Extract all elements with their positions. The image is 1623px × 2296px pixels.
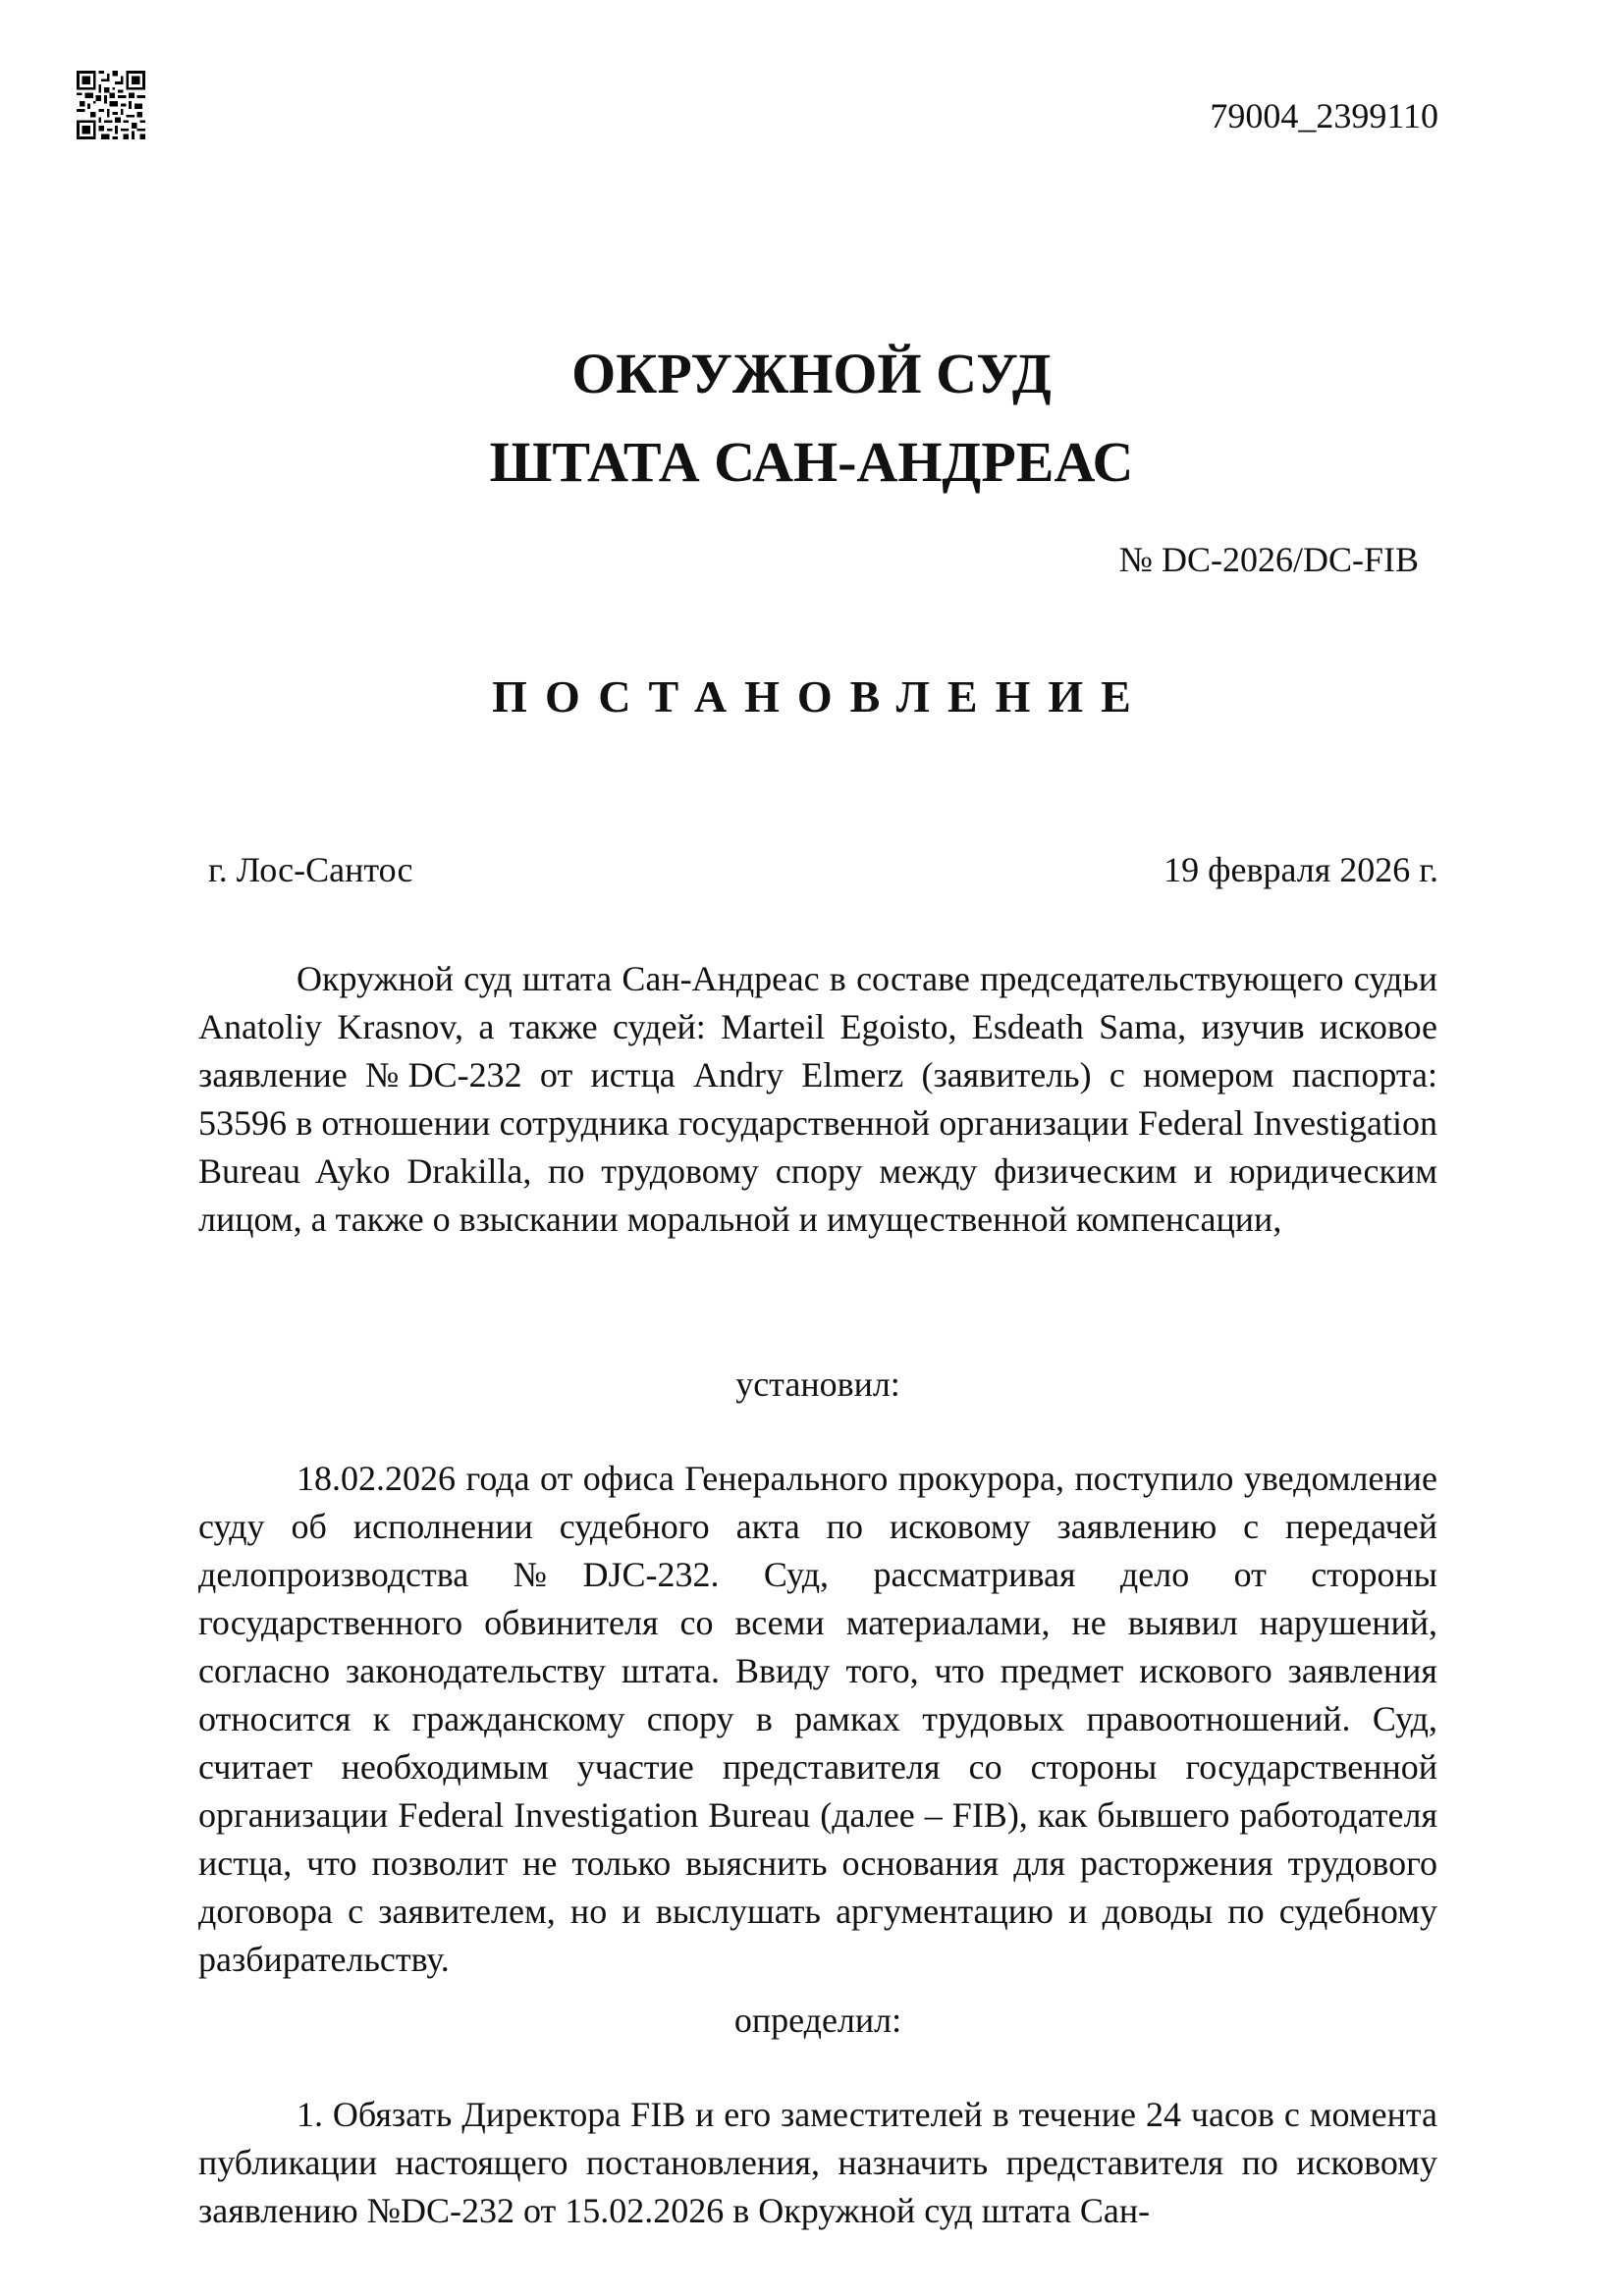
intro-paragraph: Окружной суд штата Сан-Андреас в составе председательствующего судьи Anatoliy Krasnov, а также судей: Marteil Egoisto, Esdeath Sama, изучив исковое заявление №DC-232 от истца Andry Elmerz (заявитель) с номером паспорта: 53596 в отношении сотрудника государственной организации Federal Investigation Bureau Ayko Drakilla, по трудовому спору между физическим и юридическим лицом, а также о взыскании моральной и имущественной компенсации,: [198, 959, 1437, 1239]
section-heading-established: установил:: [735, 1364, 900, 1404]
document-type-heading: ПОСТАНОВЛЕНИЕ: [492, 671, 1149, 721]
court-title: [0, 330, 1623, 507]
established-paragraph: 18.02.2026 года от офиса Генерального прокурора, поступило уведомление суду об исполнении судебного акта по исковому заявлению с передачей делопроизводства №DJC-232. Суд, рассматривая дело от стороны государственного обвинителя со всеми материалами, не выявил нарушений, согласно законодательству штата. Ввиду того, что предмет искового заявления относится к гражданскому спору в рамках трудовых правоотношений. Суд, считает необходимым участие представителя со стороны государственной организации Federal Investigation Bureau (далее – FIB), как бывшего работодателя истца, что позволит не только выяснить основания для расторжения трудового договора с заявителем, но и выслушать аргументацию и доводы по судебному разбирательству.: [198, 1459, 1437, 1979]
qr-code-icon: [77, 71, 145, 139]
case-number: № DC-2026/DC-FIB: [1118, 540, 1419, 579]
issue-date: 19 февраля 2026 г.: [1163, 850, 1438, 889]
court-title-line-1: ОКРУЖНОЙ СУД: [571, 342, 1052, 405]
section-heading-determined: определил:: [733, 2001, 902, 2040]
place-of-issue: г. Лос-Сантос: [208, 850, 413, 889]
ruling-point-1: 1. Обязать Директора FIB и его заместителей в течение 24 часов с момента публикации настоящего постановления, назначить представителя по исковому заявлению №DC-232 от 15.02.2026 в Окружной суд штата Сан-: [198, 2095, 1437, 2230]
court-title-line-2: ШТАТА САН-АНДРЕАС: [489, 430, 1134, 494]
document-id: 79004_2399110: [1210, 96, 1438, 135]
